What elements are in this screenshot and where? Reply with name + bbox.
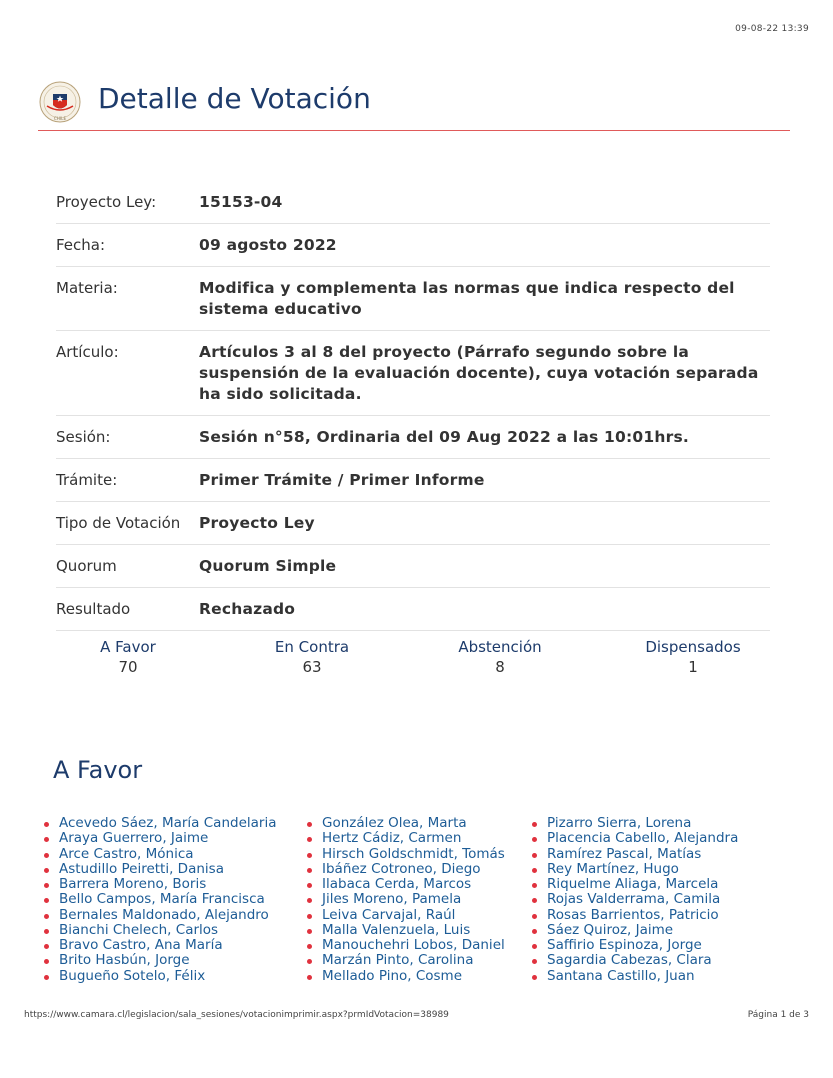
count-value: 70 (118, 658, 138, 676)
bullet-icon (307, 959, 312, 964)
detail-row-tipo-votacion (56, 502, 770, 545)
count-value: 1 (688, 658, 698, 676)
detail-label: Artículo: (56, 343, 119, 361)
bullet-icon (44, 898, 49, 903)
list-item: Malla Valenzuela, Luis (307, 923, 505, 938)
list-item: Rojas Valderrama, Camila (532, 892, 738, 907)
bullet-icon (532, 944, 537, 949)
detail-row-sesion (56, 416, 770, 459)
vote-details-table (56, 181, 770, 631)
list-item: Bianchi Chelech, Carlos (44, 923, 276, 938)
detail-row-proyecto (56, 181, 770, 224)
bullet-icon (44, 975, 49, 980)
bullet-icon (532, 822, 537, 827)
detail-label: Sesión: (56, 428, 111, 446)
bullet-icon (532, 837, 537, 842)
bullet-icon (532, 853, 537, 858)
bullet-icon (44, 914, 49, 919)
list-item: Araya Guerrero, Jaime (44, 831, 276, 846)
count-label: Abstención (458, 638, 542, 656)
list-item: Saffirio Espinoza, Jorge (532, 938, 738, 953)
list-item: Astudillo Peiretti, Danisa (44, 862, 276, 877)
bullet-icon (532, 959, 537, 964)
count-abstencion (430, 637, 570, 677)
detail-label: Proyecto Ley: (56, 193, 157, 211)
list-item: Sáez Quiroz, Jaime (532, 923, 738, 938)
list-item: Marzán Pinto, Carolina (307, 953, 505, 968)
list-item: Hertz Cádiz, Carmen (307, 831, 505, 846)
bullet-icon (532, 975, 537, 980)
bullet-icon (307, 837, 312, 842)
page-number: Página 1 de 3 (747, 1010, 809, 1020)
bullet-icon (307, 883, 312, 888)
list-item: Barrera Moreno, Boris (44, 877, 276, 892)
detail-label: Quorum (56, 557, 117, 575)
count-label: En Contra (274, 638, 350, 656)
bullet-icon (44, 929, 49, 934)
count-dispensados (623, 637, 763, 677)
bullet-icon (44, 853, 49, 858)
bullet-icon (307, 975, 312, 980)
detail-value: Quorum Simple (199, 557, 337, 575)
list-item: Riquelme Aliaga, Marcela (532, 877, 738, 892)
count-label: A Favor (100, 638, 156, 656)
detail-value: 09 agosto 2022 (199, 236, 337, 254)
count-en-contra (242, 637, 382, 677)
list-item: Placencia Cabello, Alejandra (532, 831, 738, 846)
svg-text:CHILE: CHILE (53, 116, 67, 121)
detail-label: Resultado (56, 600, 131, 618)
detail-value: Modifica y complementa las normas que indica respecto del sistema educativo (199, 279, 735, 318)
detail-value: Proyecto Ley (199, 514, 315, 532)
detail-value: Primer Trámite / Primer Informe (199, 471, 485, 489)
bullet-icon (532, 868, 537, 873)
bullet-icon (307, 929, 312, 934)
bullet-icon (44, 883, 49, 888)
bullet-icon (44, 822, 49, 827)
list-item: Ilabaca Cerda, Marcos (307, 877, 505, 892)
name-column (44, 816, 276, 984)
list-item: Jiles Moreno, Pamela (307, 892, 505, 907)
list-item: Bello Campos, María Francisca (44, 892, 276, 907)
bullet-icon (532, 914, 537, 919)
detail-label: Fecha: (56, 236, 106, 254)
detail-label: Tipo de Votación (56, 514, 181, 532)
detail-value: 15153-04 (199, 193, 283, 211)
list-item: Leiva Carvajal, Raúl (307, 908, 505, 923)
count-value: 63 (302, 658, 322, 676)
bullet-icon (307, 944, 312, 949)
list-item: Rey Martínez, Hugo (532, 862, 738, 877)
name-column (532, 816, 738, 984)
page-title: Detalle de Votación (98, 82, 371, 115)
detail-row-fecha (56, 224, 770, 267)
list-item: Arce Castro, Mónica (44, 847, 276, 862)
bullet-icon (532, 883, 537, 888)
count-a-favor (58, 637, 198, 677)
list-item: Ibáñez Cotroneo, Diego (307, 862, 505, 877)
bullet-icon (532, 898, 537, 903)
list-item: Pizarro Sierra, Lorena (532, 816, 738, 831)
name-column (307, 816, 505, 984)
list-item: Santana Castillo, Juan (532, 969, 738, 984)
vote-counts (56, 637, 770, 677)
detail-row-materia (56, 267, 770, 331)
list-item: Brito Hasbún, Jorge (44, 953, 276, 968)
detail-row-tramite (56, 459, 770, 502)
page-header (38, 78, 790, 131)
bullet-icon (307, 898, 312, 903)
bullet-icon (44, 837, 49, 842)
detail-value: Artículos 3 al 8 del proyecto (Párrafo segundo sobre la suspensión de la evaluación docente), cuya votación separada ha sido solicitada. (199, 343, 759, 403)
detail-row-resultado (56, 588, 770, 631)
list-item: Rosas Barrientos, Patricio (532, 908, 738, 923)
list-item: Manouchehri Lobos, Daniel (307, 938, 505, 953)
page-url: https://www.camara.cl/legislacion/sala_sesiones/votacionimprimir.aspx?prmIdVotacion=38989 (24, 1010, 449, 1020)
bullet-icon (307, 868, 312, 873)
camara-seal-icon (38, 80, 82, 124)
list-item: Sagardia Cabezas, Clara (532, 953, 738, 968)
detail-value: Sesión n°58, Ordinaria del 09 Aug 2022 a las 10:01hrs. (199, 428, 689, 446)
bullet-icon (44, 959, 49, 964)
bullet-icon (44, 944, 49, 949)
bullet-icon (307, 914, 312, 919)
bullet-icon (307, 822, 312, 827)
print-timestamp: 09-08-22 13:39 (735, 24, 809, 34)
section-title-a-favor: A Favor (53, 756, 143, 784)
list-item: Bugueño Sotelo, Félix (44, 969, 276, 984)
list-item: Bravo Castro, Ana María (44, 938, 276, 953)
detail-label: Materia: (56, 279, 118, 297)
list-item: González Olea, Marta (307, 816, 505, 831)
detail-row-quorum (56, 545, 770, 588)
detail-value: Rechazado (199, 600, 296, 618)
bullet-icon (44, 868, 49, 873)
list-item: Hirsch Goldschmidt, Tomás (307, 847, 505, 862)
list-item: Acevedo Sáez, María Candelaria (44, 816, 276, 831)
list-item: Bernales Maldonado, Alejandro (44, 908, 276, 923)
count-value: 8 (495, 658, 505, 676)
list-item: Ramírez Pascal, Matías (532, 847, 738, 862)
detail-label: Trámite: (56, 471, 118, 489)
detail-row-articulo (56, 331, 770, 416)
count-label: Dispensados (645, 638, 741, 656)
list-item: Mellado Pino, Cosme (307, 969, 505, 984)
bullet-icon (532, 929, 537, 934)
bullet-icon (307, 853, 312, 858)
